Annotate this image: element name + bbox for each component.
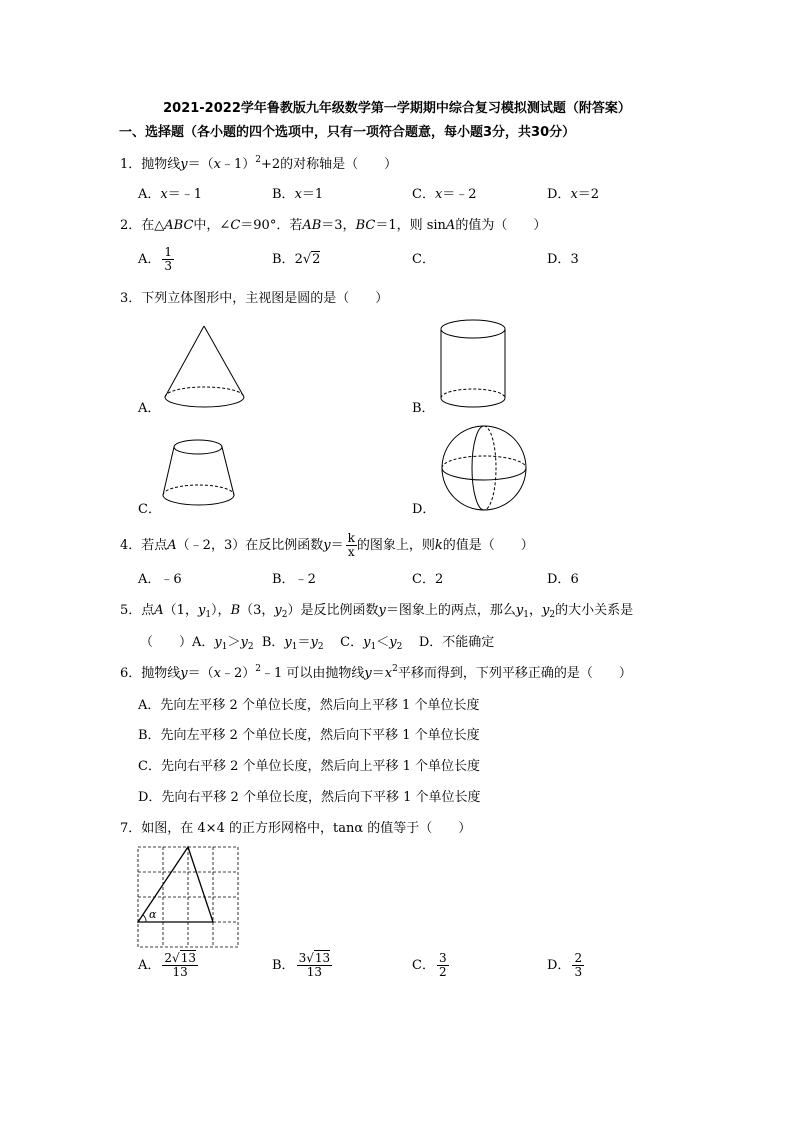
fraction: $\frac{3√13}{13}$ [298,951,331,979]
question-5-stem: 5．点A（1，$y_1$），B（3，$y_2$）是反比例函数y＝图象上的两点，那么$y_1$，$y_2$的大小关系是 [120,603,634,620]
grid-lines [138,847,238,947]
question-2-stem: 2．在△ABC中，∠C＝90°．若AB＝3，BC＝1，则 sinA的值为（ ） [120,218,547,233]
question-1-option-a[interactable]: A．x＝﹣1 [138,187,203,202]
question-3-stem: 3．下列立体图形中，主视图是圆的是（ ） [120,291,389,306]
question-7-option-c[interactable]: C． $\frac{3}{2}$ [412,951,447,979]
section-heading: 一、选择题（各小题的四个选项中，只有一项符合题意，每小题3分，共30分） [119,125,576,140]
fraction: $\frac{3}{2}$ [438,951,447,979]
question-7-option-d[interactable]: D． $\frac{2}{3}$ [547,951,583,979]
question-2-option-d[interactable]: D．3 [547,252,579,267]
question-6-option-c[interactable]: C．先向右平移 2 个单位长度，然后向上平移 1 个单位长度 [138,759,481,774]
question-6-option-a[interactable]: A．先向左平移 2 个单位长度，然后向上平移 1 个单位长度 [138,698,480,713]
question-7-stem: 7．如图，在 4×4 的正方形网格中，tanα 的值等于（ ） [120,821,472,836]
question-1-stem: 1．抛物线y＝（x﹣1）$^2$+2的对称轴是（ ） [120,155,398,172]
question-3-option-b[interactable]: B． [412,401,435,416]
question-4-option-d[interactable]: D．6 [547,572,579,587]
question-2-option-a[interactable]: A． $\frac{1}{3}$ [138,245,173,273]
question-4-stem: 4．若点A（﹣2，3）在反比例函数y＝ $\frac{k}{x}$ 的图象上，则k的值是（ ） [120,531,534,559]
fraction: $\frac{k}{x}$ [347,531,355,559]
question-7-option-a[interactable]: A． $\frac{2√13}{13}$ [138,951,196,979]
alpha-label: α [149,908,157,921]
fraction: $\frac{2}{3}$ [574,951,583,979]
question-5-options[interactable]: （ ）A．$y_1>y_2$ B．$y_1=y_2$ C．$y_1<y_2$ D．不能确定 [140,635,495,652]
question-4-option-a[interactable]: A．﹣6 [138,572,182,587]
question-1-option-d[interactable]: D．x＝2 [547,187,600,202]
page-title: 2021-2022学年鲁教版九年级数学第一学期期中综合复习模拟测试题（附答案） [163,101,631,116]
fraction: $\frac{1}{3}$ [164,245,173,273]
question-2-option-b[interactable]: B．2√2 [272,252,321,267]
question-2-option-c[interactable]: C． [412,252,435,267]
question-3-option-a[interactable]: A． [138,401,161,416]
question-1-option-c[interactable]: C．x＝﹣2 [412,187,477,202]
question-4-option-b[interactable]: B．﹣2 [272,572,316,587]
question-1-option-b[interactable]: B．x＝1 [272,187,324,202]
question-7-option-b[interactable]: B． $\frac{3√13}{13}$ [272,951,331,979]
question-6-option-b[interactable]: B．先向左平移 2 个单位长度，然后向下平移 1 个单位长度 [138,728,480,743]
question-3-option-c[interactable]: C． [138,502,161,517]
question-6-stem: 6．抛物线y＝（x﹣2）$^2$﹣1 可以由抛物线$y=x^2$平移而得到，下列平移正确的是（ ） [120,664,632,681]
question-4-option-c[interactable]: C．2 [412,572,444,587]
angle-arc [143,915,146,922]
question-3-option-d[interactable]: D． [412,502,436,517]
question-6-option-d[interactable]: D．先向右平移 2 个单位长度，然后向下平移 1 个单位长度 [138,790,481,805]
fraction: $\frac{2√13}{13}$ [164,951,196,979]
